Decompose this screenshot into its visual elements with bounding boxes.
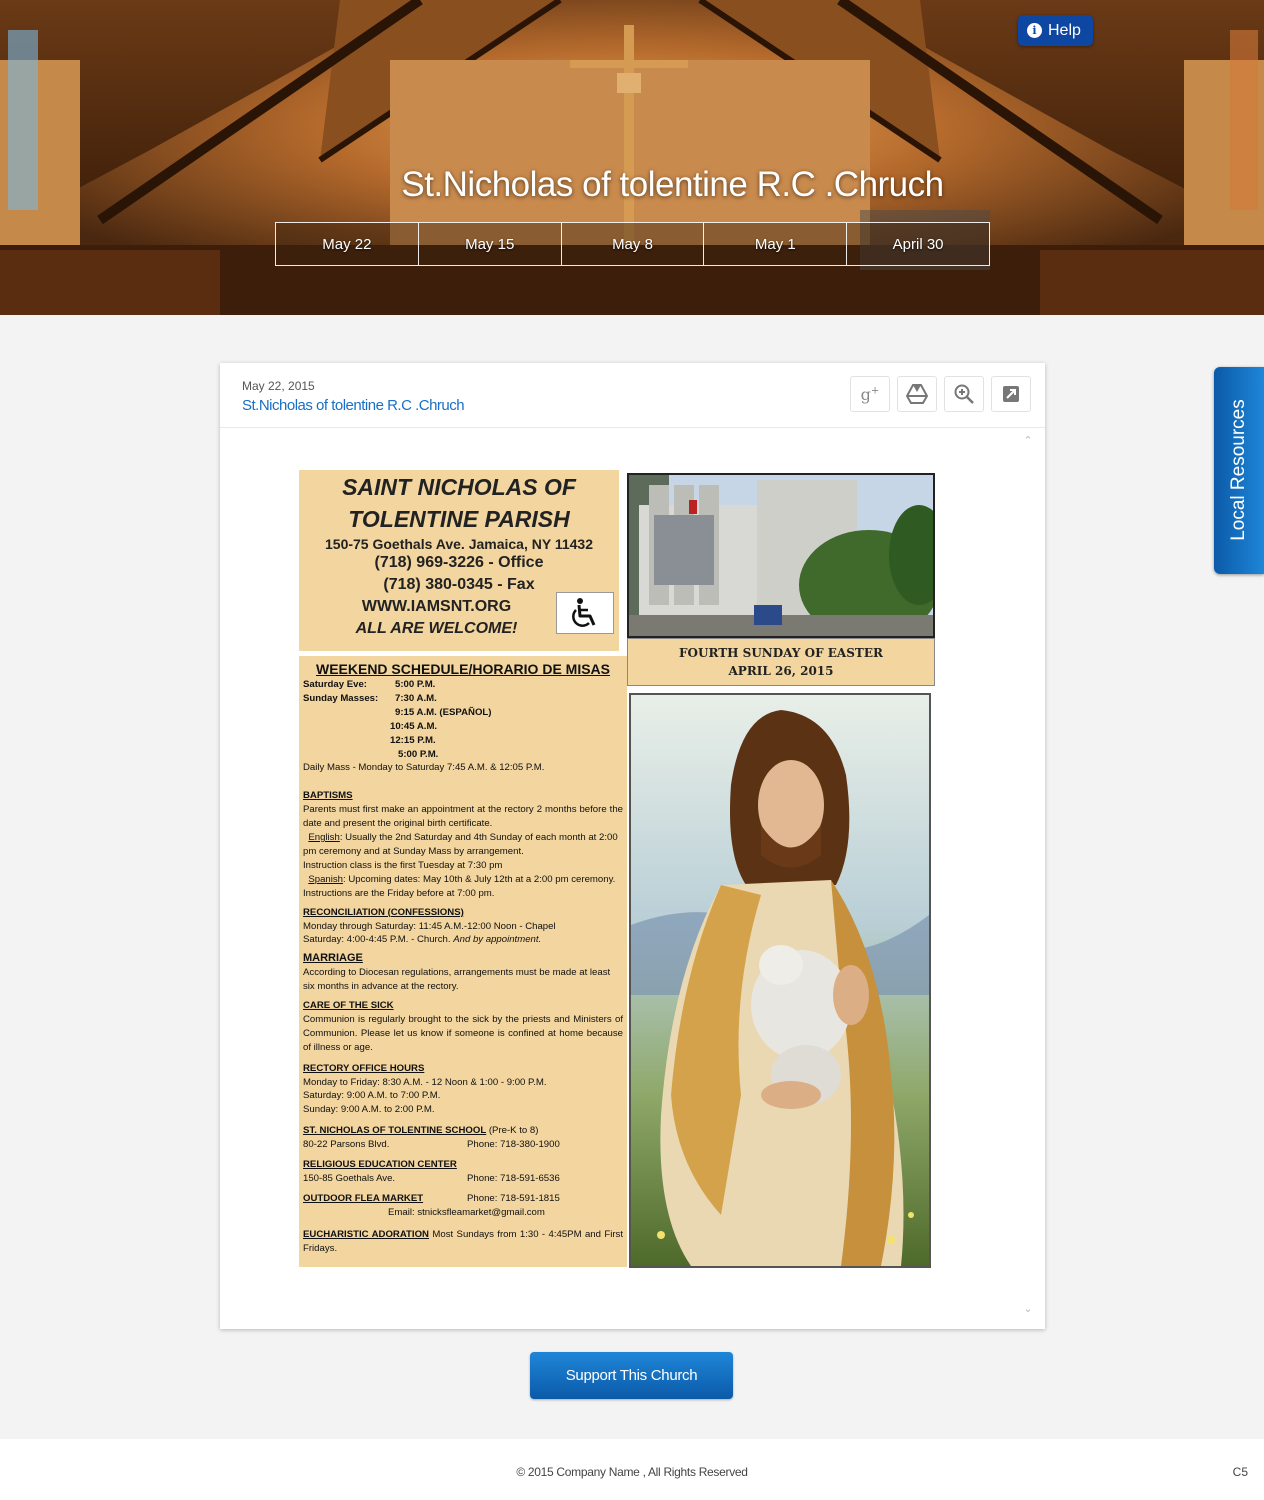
adoration-text: Most Sundays from 1:30 - 4:45PM and First Fridays. [303,1228,623,1254]
church-interior-image [0,0,1264,315]
sick-heading: CARE OF THE SICK [303,1000,394,1012]
share-google-plus-button[interactable] [850,376,890,412]
flea-row [303,1192,623,1206]
card-divider [220,427,1045,428]
marriage-heading: MARRIAGE [303,952,363,965]
bulletin-card [220,363,1045,1329]
adoration-row [303,1228,623,1256]
date-tab-may-1[interactable]: May 1 [704,223,847,265]
daily-mass: Daily Mass - Monday to Saturday 7:45 A.M. & 12:05 P.M. [303,762,545,774]
bulletin-page [299,470,939,1268]
church-title: St.Nicholas of tolentine R.C .Chruch [401,165,944,204]
sunday-time-5: 5:00 P.M. [398,748,439,760]
scroll-down-icon[interactable]: ⌄ [1023,1303,1033,1315]
liturgical-date-box [627,638,935,686]
sunday-label: Sunday Masses: [303,692,379,704]
spanish-label: Spanish [308,873,344,885]
flea-heading: OUTDOOR FLEA MARKET [303,1192,424,1204]
sunday-row [303,692,623,706]
date-tab-may-8[interactable]: May 8 [562,223,705,265]
save-to-drive-button[interactable] [897,376,937,412]
info-icon: i [1027,23,1042,38]
english-text: : Usually the 2nd Saturday and 4th Sunday of each month at 2:00 pm ceremony and at Sunday Mass by arrangement. [303,832,618,857]
date-tab-may-15[interactable]: May 15 [419,223,562,265]
sunday-time-2: 9:15 A.M. (ESPAÑOL) [395,706,492,718]
parish-name-line1: SAINT NICHOLAS OF [342,474,576,500]
liturgical-day: FOURTH SUNDAY OF EASTER [679,646,883,660]
rectory-line1: Monday to Friday: 8:30 A.M. - 12 Noon & 1:00 - 9:00 P.M. [303,1076,547,1088]
baptisms-spanish [303,873,623,901]
english-label: English [308,832,340,844]
footer-code: C5 [1232,1465,1248,1479]
scroll-up-icon[interactable]: ⌃ [1023,435,1033,447]
footer [0,1439,1264,1500]
local-resources-label: Local Resources [1228,399,1249,541]
rectory-heading: RECTORY OFFICE HOURS [303,1062,425,1074]
baptisms-instruction: Instruction class is the first Tuesday at 7:30 pm [303,859,503,871]
reconciliation-appointment: And by appointment. [453,934,542,946]
bulletin-actions [850,376,1031,412]
open-fullscreen-button[interactable] [991,376,1031,412]
religious-ed-address: 150-85 Goethals Ave. [303,1173,396,1184]
saturday-row [303,678,623,692]
help-label: Help [1048,21,1081,39]
bulletin-scrollbar[interactable] [1020,433,1036,1317]
parish-address: 150-75 Goethals Ave. Jamaica, NY 11432 [325,536,593,552]
school-heading: ST. NICHOLAS OF TOLENTINE SCHOOL [303,1125,487,1137]
schedule-title: WEEKEND SCHEDULE/HORARIO DE MISAS [315,661,611,677]
baptisms-english [303,831,623,859]
school-phone: Phone: 718-380-1900 [467,1139,560,1151]
sunday-row-5 [303,748,623,762]
sunday-row-4 [303,734,623,748]
flea-phone: Phone: 718-591-1815 [467,1192,560,1204]
footer-copyright: © 2015 Company Name , All Rights Reserved [516,1465,748,1479]
sunday-row-3 [303,720,623,734]
parish-website: WWW.IAMSNT.ORG [361,598,512,615]
saturday-label: Saturday Eve: [303,679,367,690]
liturgical-date: APRIL 26, 2015 [728,664,834,678]
religious-ed-contact [303,1172,623,1186]
parish-fax: (718) 380-0345 - Fax [383,576,535,593]
rectory-line2: Saturday: 9:00 A.M. to 7:00 P.M. [303,1090,441,1102]
school-row [303,1124,623,1138]
parish-name-line2: TOLENTINE PARISH [348,506,570,532]
wheelchair-accessible-icon [556,592,614,634]
sunday-time-4: 12:15 P.M. [390,734,436,746]
good-shepherd-painting [629,693,931,1268]
spanish-text: : Upcoming dates: May 10th & July 12th at a 2:00 pm ceremony. Instructions are the Friday before at 7:00 pm. [303,873,616,899]
date-tab-april-30[interactable]: April 30 [892,235,944,253]
school-suffix: (Pre-K to 8) [486,1125,539,1137]
reconciliation-line2: Saturday: 4:00-4:45 P.M. - Church. [303,934,451,946]
google-plus-icon: g+ [860,384,880,404]
bulletin-date: May 22, 2015 [242,379,315,393]
help-button[interactable] [1018,15,1093,46]
date-tab-may-22[interactable]: May 22 [276,223,419,265]
parish-header [299,470,619,651]
baptisms-heading: BAPTISMS [303,790,353,802]
parish-office-phone: (718) 969-3226 - Office [374,554,544,571]
drive-icon [906,384,928,404]
mass-schedule-panel [299,656,627,1267]
sunday-time-3: 10:45 A.M. [390,720,438,732]
zoom-in-icon [954,384,974,404]
sick-text: Communion is regularly brought to the sick by the priests and Ministers of Communion. Please let us know if someone is confined at home because of illness or age. [303,1013,623,1053]
hero-banner [0,0,1264,315]
rectory-line3: Sunday: 9:00 A.M. to 2:00 P.M. [303,1104,435,1116]
open-external-icon [1002,385,1020,403]
flea-email: Email: stnicksfleamarket@gmail.com [388,1206,545,1218]
religious-ed-heading: RELIGIOUS EDUCATION CENTER [303,1159,457,1171]
parish-welcome: ALL ARE WELCOME! [355,620,518,637]
sunday-row-2 [303,706,623,720]
local-resources-tab[interactable] [1214,367,1264,574]
zoom-button[interactable] [944,376,984,412]
school-address: 80-22 Parsons Blvd. [303,1139,390,1151]
baptisms-text: Parents must first make an appointment at the rectory 2 months before the date and present the original birth certificate. [303,804,623,830]
sunday-time-1: 7:30 A.M. [395,692,437,704]
support-church-button[interactable]: Support This Church [530,1352,733,1399]
bulletin-church-link[interactable]: St.Nicholas of tolentine R.C .Chruch [242,397,465,414]
adoration-heading: EUCHARISTIC ADORATION [303,1228,429,1240]
religious-ed-phone: Phone: 718-591-6536 [467,1173,560,1184]
reconciliation-heading: RECONCILIATION (CONFESSIONS) [303,906,464,918]
bulletin-date-tabs [275,222,990,266]
marriage-text: According to Diocesan regulations, arrangements must be made at least six months in advance at the rectory. [303,967,611,993]
school-contact [303,1138,623,1152]
church-building-photo [627,473,935,638]
reconciliation-line2-row [303,933,623,947]
reconciliation-line1: Monday through Saturday: 11:45 A.M.-12:00 Noon - Chapel [303,920,556,932]
saturday-time: 5:00 P.M. [395,679,436,690]
